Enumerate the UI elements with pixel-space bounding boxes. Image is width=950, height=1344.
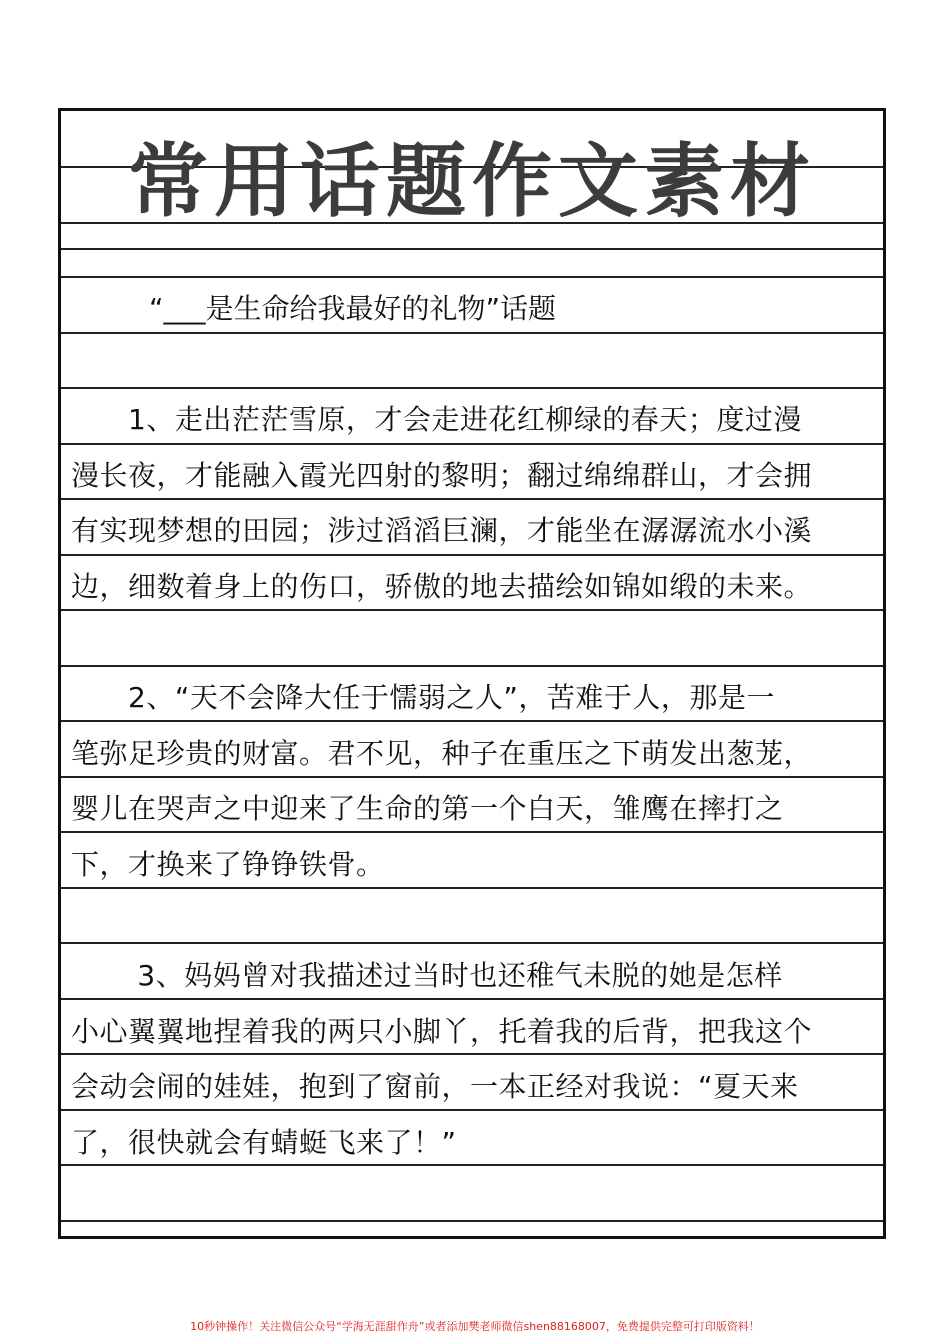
- paragraph-3-line-2: 小心翼翼地捏着我的两只小脚丫，托着我的后背，把我这个: [71, 1015, 813, 1048]
- rule-line: [61, 831, 883, 833]
- page-title: 常用话题作文素材: [128, 134, 816, 228]
- paragraph-1-line-4: 边，细数着身上的伤口，骄傲的地去描绘如锦如缎的未来。: [71, 570, 813, 603]
- paragraph-2-line-2: 笔弥足珍贵的财富。君不见，种子在重压之下萌发出葱茏，: [71, 737, 813, 770]
- topic-heading: “___是生命给我最好的礼物”话题: [149, 292, 557, 325]
- rule-line: [61, 1164, 883, 1166]
- paragraph-2-line-1: 2、“天不会降大任于懦弱之人”，苦难于人，那是一: [71, 681, 775, 714]
- rule-line: [61, 776, 883, 778]
- rule-line: [61, 720, 883, 722]
- paragraph-1-line-2: 漫长夜，才能融入霞光四射的黎明；翻过绵绵群山，才会拥: [71, 459, 813, 492]
- footer-notice: 10秒钟操作！关注微信公众号“学海无涯甜作舟”或者添加樊老师微信shen88168007，免费提供完整可打印版资料！: [190, 1320, 760, 1333]
- paragraph-2-line-3: 婴儿在哭声之中迎来了生命的第一个白天，雏鹰在摔打之: [71, 792, 784, 825]
- rule-line: [61, 443, 883, 445]
- rule-line: [61, 942, 883, 944]
- paragraph-3-line-1: 3、妈妈曾对我描述过当时也还稚气未脱的她是怎样: [71, 959, 783, 992]
- paragraph-3-line-4: 了，很快就会有蜻蜓飞来了！”: [71, 1126, 457, 1159]
- paragraph-3-line-3: 会动会闹的娃娃，抱到了窗前，一本正经对我说：“夏天来: [71, 1070, 799, 1103]
- rule-line: [61, 276, 883, 278]
- rule-line: [61, 665, 883, 667]
- rule-line: [61, 1220, 883, 1222]
- rule-line: [61, 998, 883, 1000]
- ruled-paper-sheet: [58, 108, 886, 1239]
- paragraph-1-line-1: 1、走出茫茫雪原，才会走进花红柳绿的春天；度过漫: [71, 403, 802, 436]
- rule-line: [61, 609, 883, 611]
- rule-line: [61, 498, 883, 500]
- rule-line: [61, 1053, 883, 1055]
- rule-line: [61, 248, 883, 250]
- paragraph-1-line-3: 有实现梦想的田园；涉过滔滔巨澜，才能坐在潺潺流水小溪: [71, 514, 813, 547]
- rule-line: [61, 887, 883, 889]
- rule-line: [61, 554, 883, 556]
- paragraph-2-line-4: 下，才换来了铮铮铁骨。: [71, 848, 385, 881]
- rule-line: [61, 387, 883, 389]
- rule-line: [61, 1109, 883, 1111]
- rule-line: [61, 332, 883, 334]
